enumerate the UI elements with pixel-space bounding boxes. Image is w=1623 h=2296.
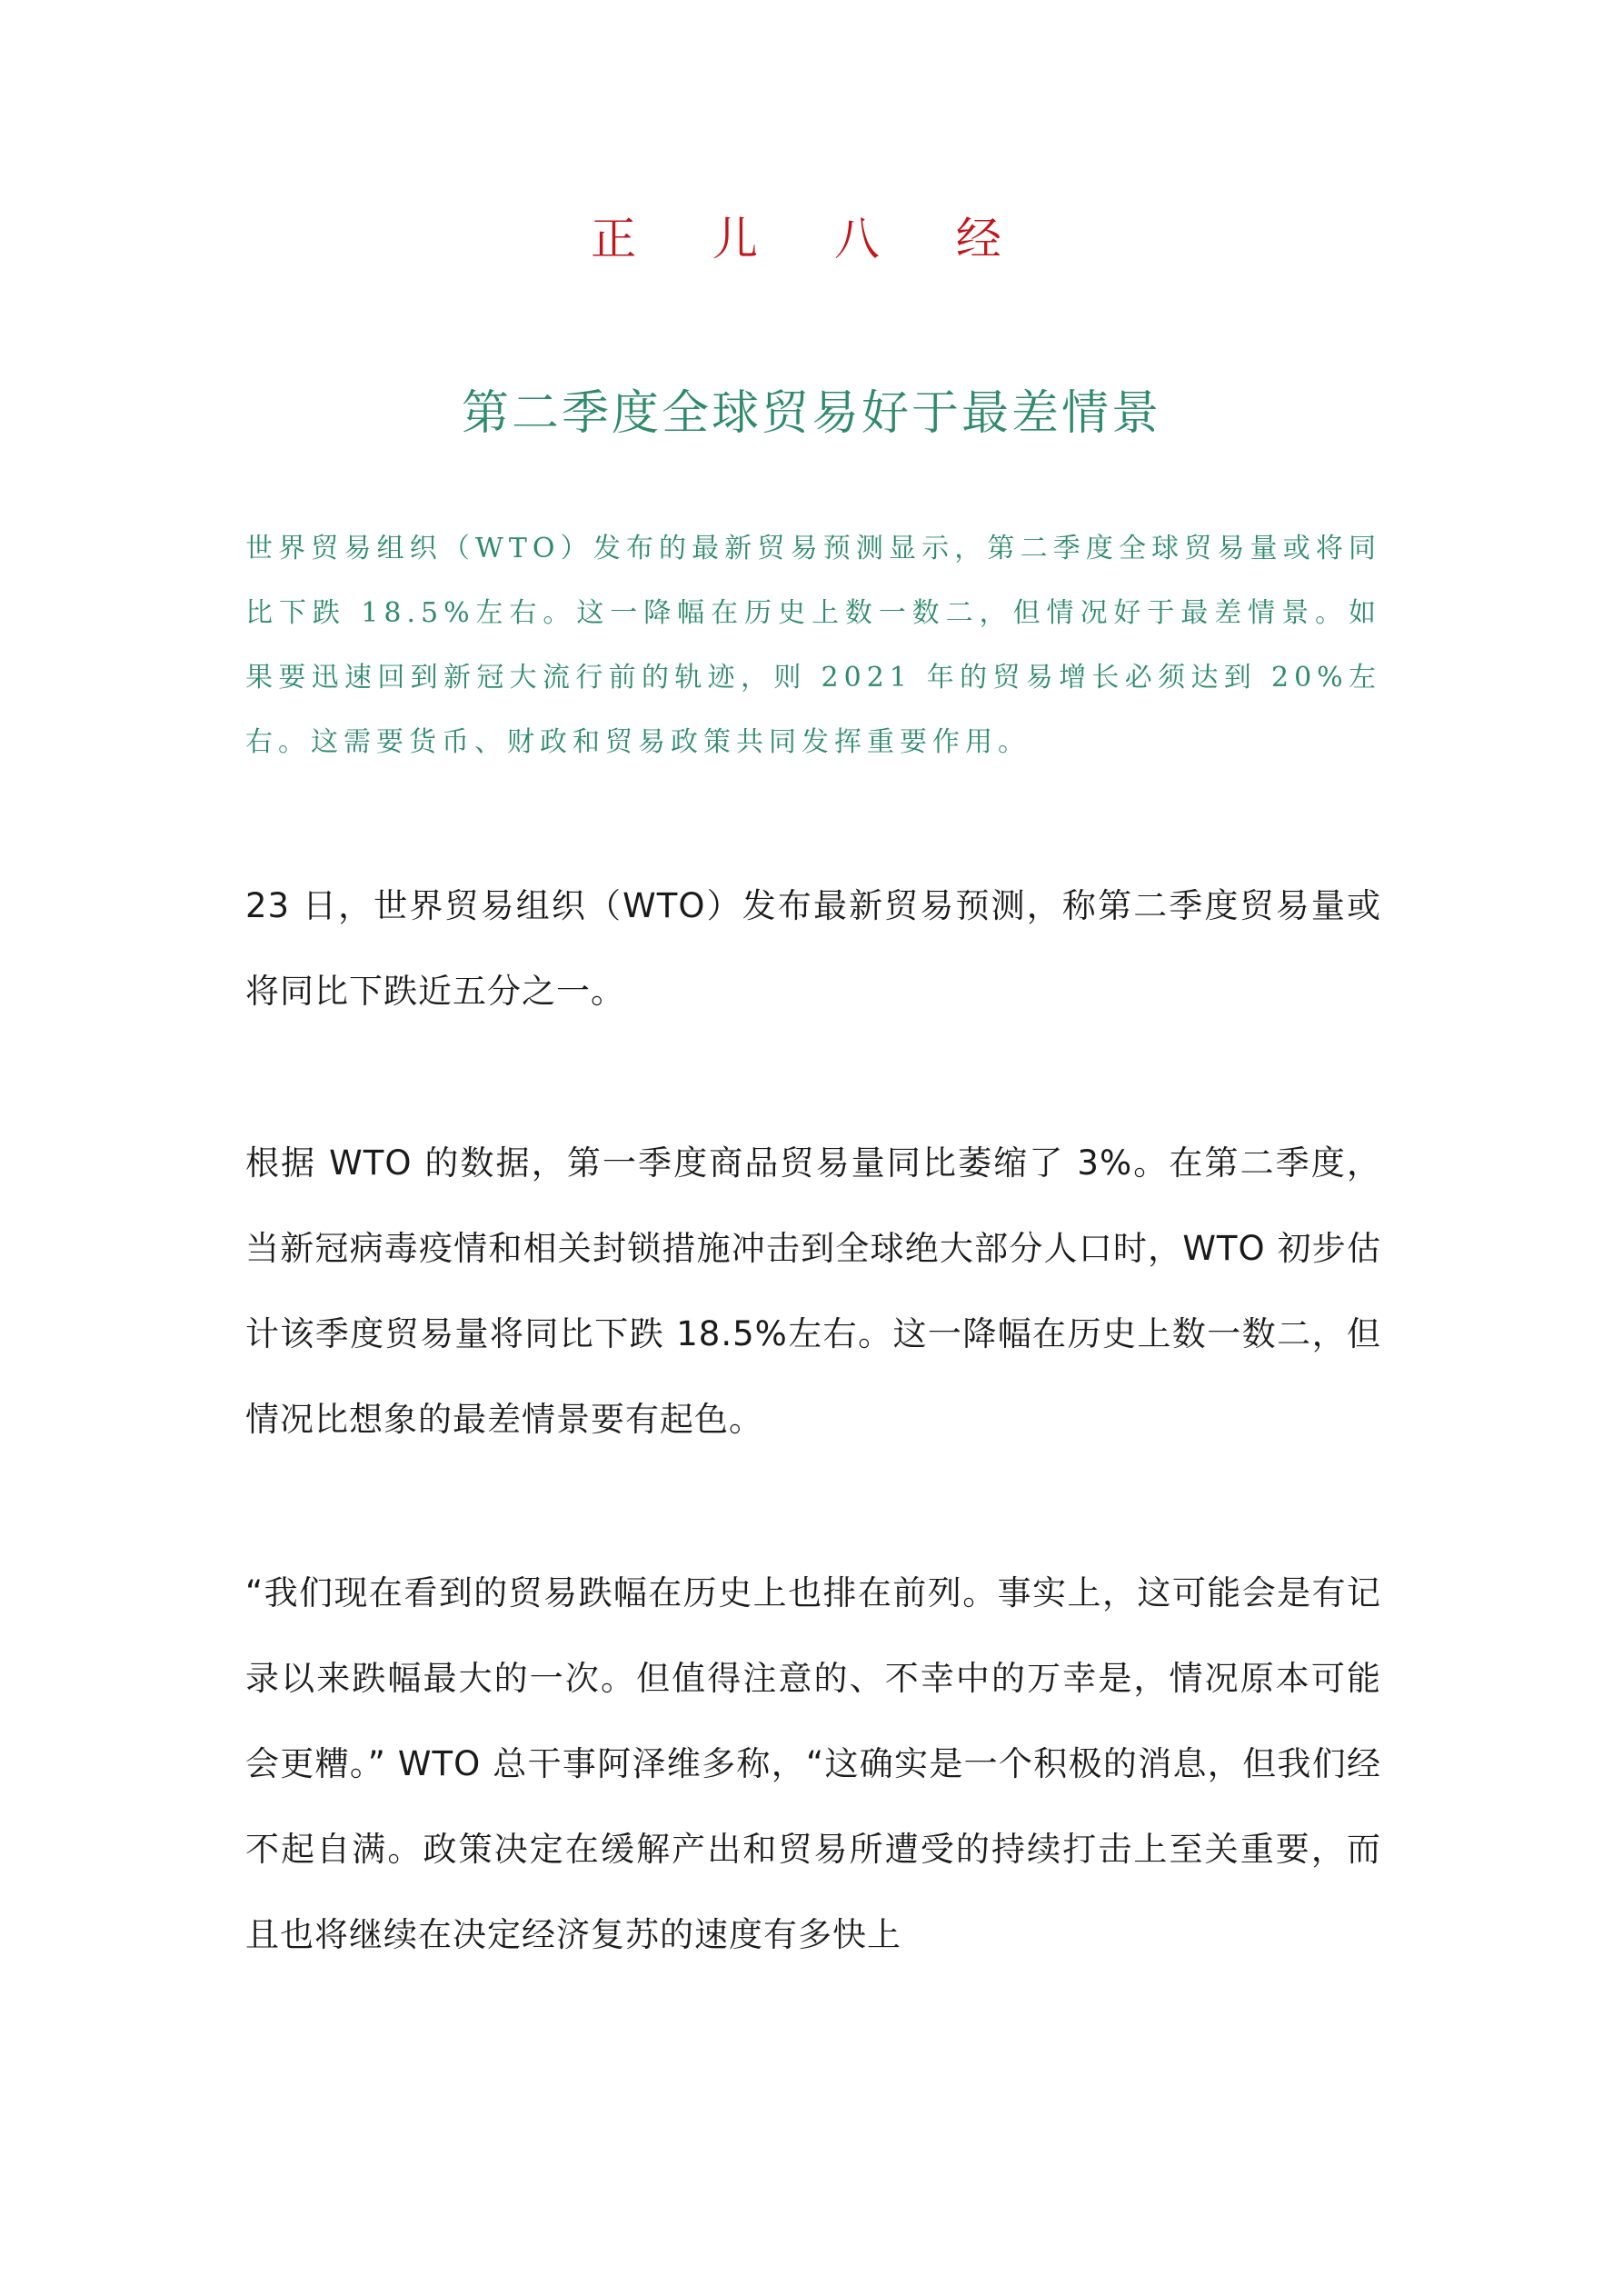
body-paragraph-1: 23 日，世界贸易组织（WTO）发布最新贸易预测，称第二季度贸易量或将同比下跌近五分之一。 <box>245 886 1381 1011</box>
article-title: 第二季度全球贸易好于最差情景 <box>461 386 1161 441</box>
article-summary: 世界贸易组织（WTO）发布的最新贸易预测显示，第二季度全球贸易量或将同比下跌 18.5%左右。这一降幅在历史上数一数二，但情况好于最差情景。如果要迅速回到新冠大流行前的轨迹，则 2021 年的贸易增长必须达到 20%左右。这需要货币、财政和贸易政策共同发挥重要作用。 <box>245 533 1381 758</box>
brand-heading: 正 儿 八 经 <box>591 213 1032 265</box>
body-paragraph-3: “我们现在看到的贸易跌幅在历史上也排在前列。事实上，这可能会是有记录以来跌幅最大的一次。但值得注意的、不幸中的万幸是，情况原本可能会更糟。” WTO 总干事阿泽维多称，“这确实是一个积极的消息，但我们经不起自满。政策决定在缓解产出和贸易所遭受的持续打击上至关重要，而且也将继续在决定经济复苏的速度有多快上 <box>245 1573 1381 1954</box>
body-paragraph-2: 根据 WTO 的数据，第一季度商品贸易量同比萎缩了 3%。在第二季度，当新冠病毒疫情和相关封锁措施冲击到全球绝大部分人口时，WTO 初步估计该季度贸易量将同比下跌 18.5%左右。这一降幅在历史上数一数二，但情况比想象的最差情景要有起色。 <box>245 1143 1381 1439</box>
